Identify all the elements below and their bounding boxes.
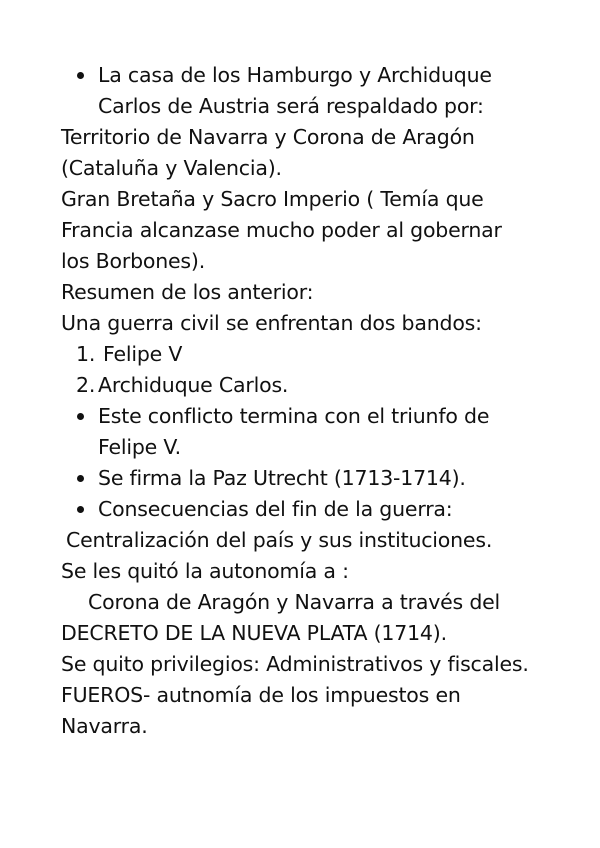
- paragraph-5: Centralización del país y sus instituciones.: [66, 528, 493, 552]
- bullet-2-line-2: Felipe V.: [98, 435, 181, 459]
- ordered-list-item: Archiduque Carlos.: [98, 373, 289, 397]
- ordered-list-item: Felipe V: [103, 342, 183, 366]
- bullet-4: Consecuencias del fin de la guerra:: [98, 497, 453, 521]
- paragraph-6: Se les quitó la autonomía a :: [61, 559, 349, 583]
- paragraph-2-line-1: Gran Bretaña y Sacro Imperio ( Temía que: [61, 187, 484, 211]
- bullet-3: Se firma la Paz Utrecht (1713-1714).: [98, 466, 466, 490]
- bullet-1-line-1: La casa de los Hamburgo y Archiduque: [98, 63, 492, 87]
- bullet-2-line-1: Este conflicto termina con el triunfo de: [98, 404, 490, 428]
- paragraph-7-line-1: Corona de Aragón y Navarra a través del: [88, 590, 501, 614]
- ordered-list-marker: 2.: [76, 373, 96, 397]
- paragraph-4: Una guerra civil se enfrentan dos bandos:: [61, 311, 482, 335]
- bullet-marker: [77, 506, 84, 513]
- paragraph-7-line-2: DECRETO DE LA NUEVA PLATA (1714).: [61, 621, 447, 645]
- paragraph-9-line-2: Navarra.: [61, 714, 148, 738]
- paragraph-1-line-2: (Cataluña y Valencia).: [61, 156, 282, 180]
- paragraph-1-line-1: Territorio de Navarra y Corona de Aragón: [61, 125, 475, 149]
- paragraph-9-line-1: FUEROS- autnomía de los impuestos en: [61, 683, 461, 707]
- paragraph-3: Resumen de los anterior:: [61, 280, 314, 304]
- paragraph-2-line-3: los Borbones).: [61, 249, 206, 273]
- bullet-marker: [77, 72, 84, 79]
- bullet-marker: [77, 475, 84, 482]
- paragraph-2-line-2: Francia alcanzase mucho poder al gobernar: [61, 218, 502, 242]
- ordered-list-marker: 1.: [76, 342, 96, 366]
- bullet-1-line-2: Carlos de Austria será respaldado por:: [98, 94, 484, 118]
- paragraph-8: Se quito privilegios: Administrativos y fiscales.: [61, 652, 529, 676]
- bullet-marker: [77, 413, 84, 420]
